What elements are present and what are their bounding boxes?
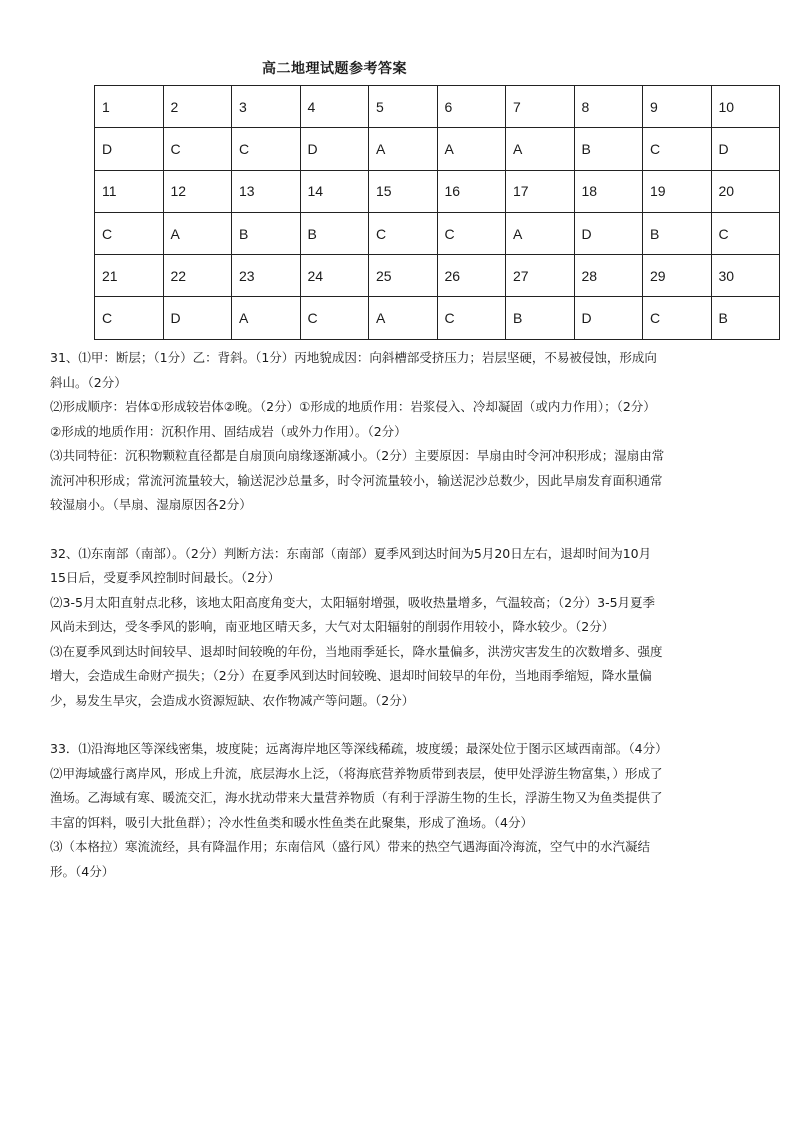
question-number-cell: 25 [369, 255, 438, 297]
answer-cell: D [95, 128, 164, 170]
answer-cell: B [506, 297, 575, 339]
answer-cell: B [300, 212, 369, 254]
q33-line-5: ⑶（本格拉）寒流流经，具有降温作用；东南信风（盛行风）带来的热空气遇海面冷海流，空气中的水汽凝结 [50, 839, 651, 854]
q32-line-3: ⑵3-5月太阳直射点北移，该地太阳高度角变大，太阳辐射增强，吸收热量增多，气温较高；（2分）3-5月夏季 [50, 594, 656, 610]
question-number-cell: 3 [232, 86, 301, 128]
answer-cell: A [369, 297, 438, 339]
answer-cell: C [95, 212, 164, 254]
question-32-answer [50, 542, 750, 714]
q33-line-4: 丰富的饵料，吸引大批鱼群）；冷水性鱼类和暖水性鱼类在此聚集，形成了渔场。（4分） [50, 814, 533, 830]
question-31-answer [50, 346, 750, 518]
answer-cell: A [163, 212, 232, 254]
q32-line-5: ⑶在夏季风到达时间较早、退却时间较晚的年份，当地雨季延长，降水量偏多，洪涝灾害发生的次数增多、强度 [50, 643, 663, 659]
answer-cell: C [300, 297, 369, 339]
answer-cell: D [574, 212, 643, 254]
answer-cell: A [437, 128, 506, 170]
question-number-cell: 20 [711, 170, 780, 212]
answer-cell: D [163, 297, 232, 339]
answer-cell: A [232, 297, 301, 339]
q32-line-1: 32、⑴东南部（南部）。（2分）判断方法：东南部（南部）夏季风到达时间为5月20日左右，退却时间为10月 [50, 545, 652, 561]
q31-line-7: 较湿扇小。（旱扇、湿扇原因各2分） [50, 497, 252, 512]
question-number-cell: 11 [95, 170, 164, 212]
q33-line-6: 形。（4分） [50, 863, 115, 879]
question-number-cell: 23 [232, 255, 301, 297]
answer-cell: B [643, 212, 712, 254]
question-number-cell: 12 [163, 170, 232, 212]
question-number-row [95, 255, 780, 297]
answer-cell: C [163, 128, 232, 170]
page-title: 高二地理试题参考答案 [262, 61, 407, 77]
q31-line-4: ②形成的地质作用：沉积作用、固结成岩（或外力作用）。（2分） [50, 423, 407, 439]
question-number-cell: 15 [369, 170, 438, 212]
question-number-cell: 4 [300, 86, 369, 128]
q33-line-3: 渔场。乙海域有寒、暖流交汇，海水扰动带来大量营养物质（有利于浮游生物的生长，浮游生物又为鱼类提供了 [50, 790, 663, 805]
question-number-cell: 28 [574, 255, 643, 297]
q31-line-2: 斜山。（2分） [50, 374, 127, 390]
question-number-cell: 27 [506, 255, 575, 297]
question-number-cell: 14 [300, 170, 369, 212]
answer-cell: C [711, 212, 780, 254]
question-number-cell: 16 [437, 170, 506, 212]
question-number-cell: 7 [506, 86, 575, 128]
answer-cell: D [711, 128, 780, 170]
q32-line-2: 15日后，受夏季风控制时间最长。（2分） [50, 570, 281, 585]
question-number-cell: 2 [163, 86, 232, 128]
answer-cell: C [95, 297, 164, 339]
question-number-cell: 10 [711, 86, 780, 128]
q33-line-2: ⑵甲海域盛行离岸风，形成上升流，底层海水上泛，（将海底营养物质带到表层，使甲处浮游生物富集，）形成了 [50, 765, 663, 781]
question-33-answer [50, 737, 750, 884]
answer-cell: B [711, 297, 780, 339]
answer-table [94, 85, 780, 340]
question-number-cell: 1 [95, 86, 164, 128]
answer-cell: C [643, 297, 712, 339]
question-number-cell: 17 [506, 170, 575, 212]
q31-line-1: 31、⑴甲：断层；（1分）乙：背斜。（1分）丙地貌成因：向斜槽部受挤压力；岩层坚硬，不易被侵蚀，形成向 [50, 350, 657, 365]
question-number-row [95, 86, 780, 128]
answer-cell: C [437, 297, 506, 339]
answer-cell: A [369, 128, 438, 170]
question-number-cell: 24 [300, 255, 369, 297]
question-number-cell: 9 [643, 86, 712, 128]
answer-cell: B [574, 128, 643, 170]
q32-line-6: 增大，会造成生命财产损失；（2分）在夏季风到达时间较晚、退却时间较早的年份，当地雨季缩短，降水量偏 [50, 668, 652, 683]
question-number-row [95, 170, 780, 212]
q33-line-1: 33．⑴沿海地区等深线密集，坡度陡；远离海岸地区等深线稀疏，坡度缓；最深处位于图示区域西南部。（4分） [50, 741, 668, 756]
answer-cell: C [232, 128, 301, 170]
question-number-cell: 8 [574, 86, 643, 128]
question-number-cell: 13 [232, 170, 301, 212]
question-number-cell: 18 [574, 170, 643, 212]
q31-line-6: 流河冲积形成；常流河流量较大，输送泥沙总量多，时令河流量较小，输送泥沙总数少，因此旱扇发育面积通常 [50, 472, 663, 488]
answer-cell: D [574, 297, 643, 339]
answer-row [95, 212, 780, 254]
question-number-cell: 6 [437, 86, 506, 128]
q32-line-4: 风尚未到达，受冬季风的影响，南亚地区晴天多，大气对太阳辐射的削弱作用较小，降水较少。（2分） [50, 619, 615, 634]
q32-line-7: 少，易发生旱灾，会造成水资源短缺、农作物减产等问题。（2分） [50, 692, 415, 708]
answer-cell: A [506, 212, 575, 254]
question-number-cell: 29 [643, 255, 712, 297]
answer-cell: C [643, 128, 712, 170]
answer-cell: C [437, 212, 506, 254]
question-number-cell: 5 [369, 86, 438, 128]
answer-cell: B [232, 212, 301, 254]
answer-row [95, 297, 780, 339]
question-number-cell: 26 [437, 255, 506, 297]
question-number-cell: 19 [643, 170, 712, 212]
question-number-cell: 22 [163, 255, 232, 297]
answer-cell: C [369, 212, 438, 254]
answer-cell: D [300, 128, 369, 170]
question-number-cell: 30 [711, 255, 780, 297]
question-number-cell: 21 [95, 255, 164, 297]
q31-line-5: ⑶共同特征：沉积物颗粒直径都是自扇顶向扇缘逐渐减小。（2分）主要原因：旱扇由时令河冲积形成；湿扇由常 [50, 448, 665, 463]
q31-line-3: ⑵形成顺序：岩体①形成较岩体②晚。（2分）①形成的地质作用：岩浆侵入、冷却凝固（或内力作用）；（2分） [50, 399, 656, 414]
answers-body [50, 346, 750, 884]
answer-row [95, 128, 780, 170]
answer-cell: A [506, 128, 575, 170]
